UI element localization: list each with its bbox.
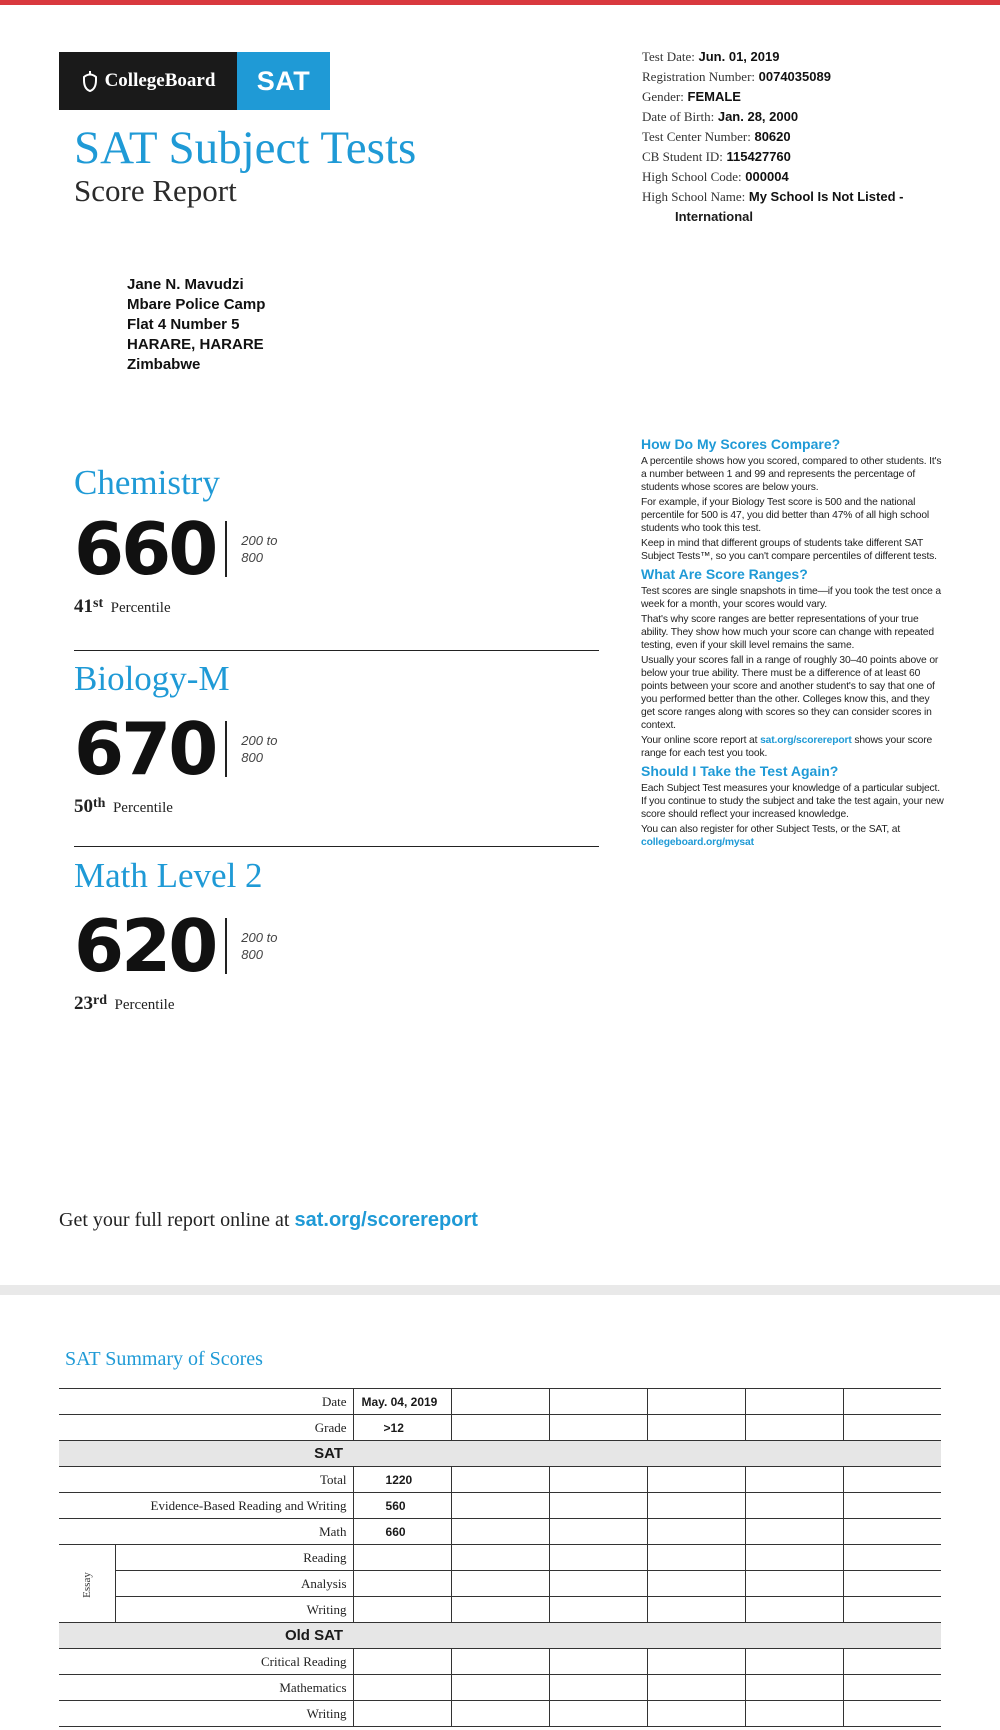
- table-section-header: [59, 1441, 941, 1467]
- mailing-address: [127, 275, 265, 375]
- essay-label: Essay: [80, 1571, 93, 1598]
- report-title: SAT Subject Tests: [74, 122, 417, 174]
- collegeboard-wordmark: CollegeBoard: [104, 70, 216, 91]
- score-range: [241, 732, 277, 766]
- empty-cell: [745, 1467, 843, 1493]
- summary-title: SAT Summary of Scores: [65, 1348, 263, 1370]
- empty-cell: [549, 1415, 647, 1441]
- sat-wordmark: SAT: [237, 52, 330, 110]
- empty-cell: [647, 1519, 745, 1545]
- empty-cell: [745, 1649, 843, 1675]
- empty-cell: [647, 1649, 745, 1675]
- help-paragraph: That's why score ranges are better representations of your true ability. They show how much your score can change with repeated testing, even if your skill level remains the same.: [641, 614, 934, 651]
- empty-cell: [451, 1597, 549, 1623]
- essay-group-label: [59, 1545, 115, 1623]
- mysat-link[interactable]: collegeboard.org/mysat: [641, 837, 754, 848]
- empty-cell: [549, 1519, 647, 1545]
- empty-cell: [843, 1467, 941, 1493]
- empty-cell: [451, 1649, 549, 1675]
- empty-cell: [353, 1649, 451, 1675]
- table-row: [59, 1701, 941, 1727]
- empty-cell: [353, 1597, 451, 1623]
- online-report-line: [59, 1209, 478, 1232]
- section-label: Old SAT: [59, 1623, 353, 1649]
- table-row: [59, 1415, 941, 1441]
- info-row: [642, 47, 962, 67]
- info-label: High School Name:: [642, 189, 746, 204]
- percentile: [74, 993, 594, 1015]
- section-fill: [353, 1623, 941, 1649]
- info-value: 000004: [745, 169, 789, 184]
- subject-name: Biology-M: [74, 659, 230, 698]
- address-line: Jane N. Mavudzi: [127, 276, 244, 293]
- score-divider: [225, 721, 227, 777]
- help-paragraph: Usually your scores fall in a range of roughly 30–40 points above or below your true ability. There must be a difference of at least 60 points between your score and another student's to say that one of you performed better than the other. Colleges know this, and they get score ranges along with scores so they can consider scores in context.: [641, 655, 939, 731]
- info-row: [642, 87, 962, 107]
- section-fill: [353, 1441, 941, 1467]
- percentile-number: 50: [74, 796, 93, 817]
- info-label: Date of Birth:: [642, 109, 715, 124]
- percentile-number: 23: [74, 993, 93, 1014]
- empty-cell: [843, 1649, 941, 1675]
- empty-cell: [647, 1545, 745, 1571]
- empty-cell: [745, 1597, 843, 1623]
- help-paragraph: Each Subject Test measures your knowledge of a particular subject. If you continue to study the subject and take the test again, your new score should reflect your increased knowledge.: [641, 783, 944, 820]
- table-row: [59, 1519, 941, 1545]
- address-line: Zimbabwe: [127, 356, 201, 373]
- empty-cell: [549, 1389, 647, 1415]
- table-row: [59, 1389, 941, 1415]
- score-row: [74, 704, 594, 794]
- row-label: Writing: [59, 1701, 353, 1727]
- empty-cell: [647, 1597, 745, 1623]
- empty-cell: [745, 1571, 843, 1597]
- empty-cell: [549, 1493, 647, 1519]
- empty-cell: [647, 1701, 745, 1727]
- section-divider: [74, 846, 599, 847]
- collegeboard-logo: [59, 52, 237, 110]
- empty-cell: [647, 1675, 745, 1701]
- info-value: FEMALE: [687, 89, 741, 104]
- empty-cell: [451, 1389, 549, 1415]
- row-label: Writing: [115, 1597, 353, 1623]
- acorn-icon: [81, 70, 99, 92]
- row-label: Grade: [59, 1415, 353, 1441]
- empty-cell: [549, 1675, 647, 1701]
- section-divider: [74, 650, 599, 651]
- score-range: [241, 929, 277, 963]
- info-label: Test Center Number:: [642, 129, 751, 144]
- info-label: Gender:: [642, 89, 684, 104]
- empty-cell: [745, 1701, 843, 1727]
- empty-cell: [451, 1493, 549, 1519]
- empty-cell: [745, 1415, 843, 1441]
- score-block-math-level-2: [74, 855, 594, 1015]
- info-label: CB Student ID:: [642, 149, 723, 164]
- empty-cell: [843, 1493, 941, 1519]
- empty-cell: [745, 1675, 843, 1701]
- empty-cell: [843, 1519, 941, 1545]
- empty-cell: [451, 1415, 549, 1441]
- row-label: Math: [59, 1519, 353, 1545]
- row-label: Critical Reading: [59, 1649, 353, 1675]
- row-label: Evidence-Based Reading and Writing: [59, 1493, 353, 1519]
- info-row: [642, 187, 962, 207]
- empty-cell: [353, 1701, 451, 1727]
- info-row: [642, 147, 962, 167]
- help-paragraph: Keep in mind that different groups of students take different SAT Subject Tests™, so you can't compare percentiles of different tests.: [641, 538, 937, 562]
- score-range-high: 800: [241, 550, 263, 565]
- help-paragraph: Test scores are single snapshots in time—if you took the test once a week for a month, your scores would vary.: [641, 586, 942, 610]
- empty-cell: [353, 1545, 451, 1571]
- address-line: Flat 4 Number 5: [127, 316, 240, 333]
- empty-cell: [353, 1571, 451, 1597]
- online-report-link[interactable]: sat.org/scorereport: [294, 1209, 478, 1231]
- address-line: HARARE, HARARE: [127, 336, 264, 353]
- percentile-label: Percentile: [110, 600, 171, 616]
- empty-cell: [549, 1597, 647, 1623]
- score-range-low: 200 to: [241, 533, 278, 548]
- cell-value: >12: [353, 1415, 451, 1441]
- score-block-biology: [74, 658, 594, 818]
- row-label: Reading: [115, 1545, 353, 1571]
- empty-cell: [843, 1389, 941, 1415]
- empty-cell: [843, 1571, 941, 1597]
- score-divider: [225, 918, 227, 974]
- info-value: Jan. 28, 2000: [717, 109, 799, 124]
- subject-score: 620: [74, 904, 216, 988]
- empty-cell: [843, 1415, 941, 1441]
- empty-cell: [843, 1597, 941, 1623]
- empty-cell: [549, 1701, 647, 1727]
- empty-cell: [745, 1493, 843, 1519]
- table-row: [59, 1649, 941, 1675]
- info-value-continued: International: [675, 209, 754, 224]
- help-text: Your online score report at: [641, 735, 761, 746]
- empty-cell: [549, 1571, 647, 1597]
- score-block-chemistry: [74, 462, 594, 618]
- subject-score: 670: [74, 707, 216, 791]
- score-divider: [225, 521, 227, 577]
- row-label: Total: [59, 1467, 353, 1493]
- percentile-label: Percentile: [112, 800, 173, 816]
- cell-value: May. 04, 2019: [353, 1389, 451, 1415]
- empty-cell: [647, 1415, 745, 1441]
- empty-cell: [843, 1545, 941, 1571]
- report-subtitle: Score Report: [74, 173, 237, 208]
- address-line: Mbare Police Camp: [127, 296, 266, 313]
- help-heading-again: Should I Take the Test Again?: [641, 763, 839, 779]
- subject-name: Math Level 2: [74, 856, 263, 895]
- score-help-column: [641, 433, 946, 851]
- help-paragraph: A percentile shows how you scored, compared to other students. It's a number between 1 and 99 and represents the percentage of students whose scores are below yours.: [641, 456, 942, 493]
- info-label: Test Date:: [642, 49, 695, 64]
- score-row: [74, 504, 594, 594]
- row-label: Date: [59, 1389, 353, 1415]
- empty-cell: [451, 1571, 549, 1597]
- page-gap: [0, 1285, 1000, 1295]
- info-row: [642, 107, 962, 127]
- empty-cell: [647, 1389, 745, 1415]
- score-range-high: 800: [241, 947, 263, 962]
- empty-cell: [451, 1701, 549, 1727]
- empty-cell: [451, 1545, 549, 1571]
- empty-cell: [549, 1545, 647, 1571]
- empty-cell: [451, 1519, 549, 1545]
- summary-table: [59, 1388, 941, 1727]
- cell-value: 1220: [353, 1467, 451, 1493]
- percentile-number: 41: [74, 596, 93, 617]
- info-value: 115427760: [726, 149, 791, 164]
- empty-cell: [843, 1675, 941, 1701]
- info-value: 0074035089: [758, 69, 831, 84]
- empty-cell: [647, 1493, 745, 1519]
- score-range-low: 200 to: [241, 930, 278, 945]
- empty-cell: [843, 1701, 941, 1727]
- empty-cell: [745, 1545, 843, 1571]
- score-range: [241, 532, 277, 566]
- percentile-suffix: st: [93, 596, 104, 611]
- section-label: SAT: [59, 1441, 353, 1467]
- empty-cell: [745, 1389, 843, 1415]
- table-row: [59, 1493, 941, 1519]
- row-label: Analysis: [115, 1571, 353, 1597]
- score-range-low: 200 to: [241, 733, 278, 748]
- table-row: [59, 1571, 941, 1597]
- info-value: Jun. 01, 2019: [698, 49, 780, 64]
- table-section-header: [59, 1623, 941, 1649]
- empty-cell: [745, 1519, 843, 1545]
- help-heading-compare: How Do My Scores Compare?: [641, 436, 841, 452]
- online-text: Get your full report online at: [59, 1209, 295, 1231]
- table-row: [59, 1675, 941, 1701]
- table-row: [59, 1597, 941, 1623]
- score-report-link[interactable]: sat.org/scorereport: [760, 735, 852, 746]
- empty-cell: [451, 1675, 549, 1701]
- percentile: [74, 796, 594, 818]
- percentile: [74, 596, 594, 618]
- empty-cell: [353, 1675, 451, 1701]
- table-row: [59, 1467, 941, 1493]
- help-paragraph: [641, 734, 946, 760]
- empty-cell: [549, 1649, 647, 1675]
- info-label: Registration Number:: [642, 69, 756, 84]
- percentile-suffix: rd: [93, 993, 107, 1008]
- score-row: [74, 901, 594, 991]
- cell-value: 660: [353, 1519, 451, 1545]
- row-label: Mathematics: [59, 1675, 353, 1701]
- cell-value: 560: [353, 1493, 451, 1519]
- info-row: [642, 127, 962, 147]
- score-range-high: 800: [241, 750, 263, 765]
- info-row: [642, 167, 962, 187]
- subject-score: 660: [74, 507, 216, 591]
- percentile-label: Percentile: [114, 997, 175, 1013]
- percentile-suffix: th: [93, 796, 106, 811]
- empty-cell: [451, 1467, 549, 1493]
- help-text: You can also register for other Subject Tests, or the SAT, at: [641, 824, 901, 835]
- help-text: shows your score range for each test you took.: [641, 735, 933, 759]
- student-info: [642, 47, 962, 227]
- info-label: High School Code:: [642, 169, 742, 184]
- collegeboard-sat-logo: [59, 52, 330, 110]
- table-row: [59, 1545, 941, 1571]
- subject-name: Chemistry: [74, 463, 220, 502]
- empty-cell: [647, 1467, 745, 1493]
- info-value: 80620: [754, 129, 791, 144]
- info-row: [642, 67, 962, 87]
- help-heading-ranges: What Are Score Ranges?: [641, 566, 808, 582]
- info-value: My School Is Not Listed -: [748, 189, 904, 204]
- empty-cell: [647, 1571, 745, 1597]
- help-paragraph: For example, if your Biology Test score is 500 and the national percentile for 500 is 47, you did better than 47% of all high school students who took this test.: [641, 497, 930, 534]
- help-paragraph: [641, 823, 946, 849]
- empty-cell: [549, 1467, 647, 1493]
